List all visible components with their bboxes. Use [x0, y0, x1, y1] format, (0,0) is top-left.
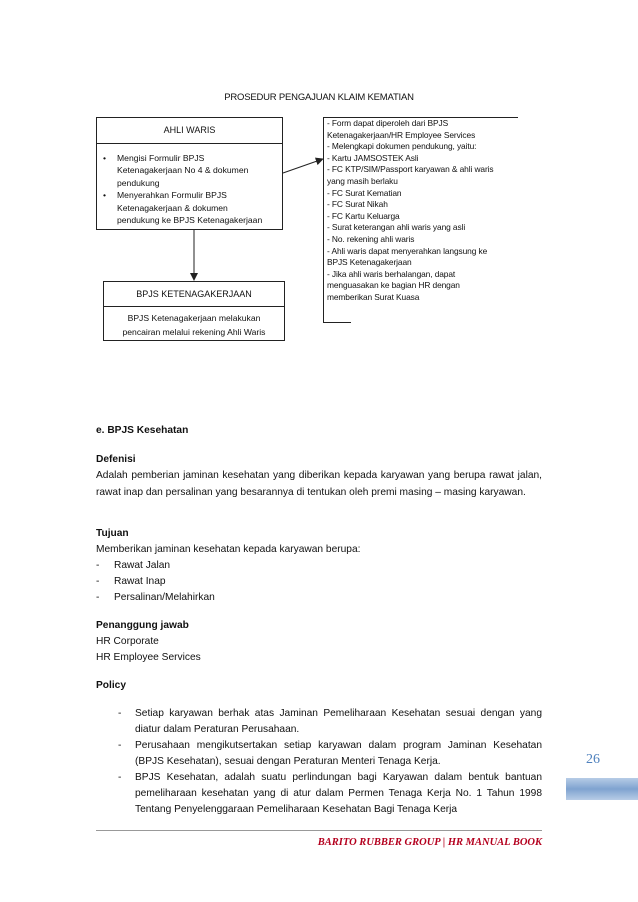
tujuan-label: Tujuan	[96, 528, 129, 539]
tujuan-item: - Persalinan/Melahirkan	[96, 592, 215, 603]
ahli-waris-bullet: • Mengisi Formulir BPJS Ketenagakerjaan No 4 & dokumen pendukung	[97, 152, 278, 189]
bpjs-header: BPJS KETENAGAKERJAAN	[104, 282, 284, 307]
pj-line: HR Employee Services	[96, 652, 201, 663]
document-line: - FC Surat Kematian	[327, 187, 402, 198]
page-number: 26	[586, 752, 600, 767]
tujuan-item: - Rawat Inap	[96, 576, 166, 587]
documents-box-underline	[323, 322, 351, 323]
document-line: - Kartu JAMSOSTEK Asli	[327, 152, 419, 163]
document-line: - Surat keterangan ahli waris yang asli	[327, 222, 466, 233]
ahli-waris-bullet: • Menyerahkan Formulir BPJS Ketenagakerjaan & dokumen pendukung ke BPJS Ketenagakerjaan	[97, 189, 278, 226]
document-line: - Form dapat diperoleh dari BPJS	[327, 118, 449, 128]
bpjs-ketenagakerjaan-box	[103, 281, 285, 341]
document-line: memberikan Surat Kuasa	[327, 291, 420, 302]
arrow-to-documents	[283, 160, 320, 173]
policy-label: Policy	[96, 680, 127, 691]
policy-item: - Perusahaan mengikutsertakan setiap karyawan dalam program Jaminan Kesehatan (BPJS Kesehatan), sesuai dengan Peraturan Menteri Tenaga Kerja.	[118, 740, 542, 767]
footer-divider	[96, 830, 542, 831]
page-tab-decoration	[566, 778, 638, 800]
document-line: - Jika ahli waris berhalangan, dapat	[327, 268, 456, 279]
policy-item: - BPJS Kesehatan, adalah suatu perlindungan bagi Karyawan dalam bentuk bantuan pemeliharaan kesehatan yang di atur dalam Permen Tenaga Kerja No. 1 Tahun 1998 Tentang Penyelenggaraan Pemeliharaan Kesehatan Bagi Tenaga Kerja	[118, 772, 542, 815]
footer-text: BARITO RUBBER GROUP | HR MANUAL BOOK	[317, 837, 542, 848]
diagram-title: PROSEDUR PENGAJUAN KLAIM KEMATIAN	[224, 92, 414, 103]
bpjs-body: BPJS Ketenagakerjaan melakukan pencairan melalui rekening Ahli Waris	[122, 313, 266, 337]
document-line: - FC Kartu Keluarga	[327, 210, 400, 221]
section-heading: e. BPJS Kesehatan	[96, 425, 189, 436]
pj-line: HR Corporate	[96, 636, 159, 647]
tujuan-text: Memberikan jaminan kesehatan kepada karyawan berupa:	[96, 544, 361, 555]
document-line: Ketenagakerjaan/HR Employee Services	[327, 129, 476, 140]
defenisi-text: Adalah pemberian jaminan kesehatan yang diberikan kepada karyawan yang berupa rawat jalan, rawat inap dan persalinan yang besarannya di tentukan oleh premi masing – masing karyawan.	[96, 470, 542, 498]
document-line: - FC Surat Nikah	[327, 199, 388, 210]
document-line: - Melengkapi dokumen pendukung, yaitu:	[327, 141, 477, 152]
document-line: - FC KTP/SIM/Passport karyawan & ahli waris	[327, 164, 494, 175]
defenisi-label: Defenisi	[96, 454, 136, 465]
ahli-waris-header: AHLI WARIS	[97, 118, 282, 144]
document-line: - Ahli waris dapat menyerahkan langsung ke	[327, 245, 488, 256]
documents-box	[323, 117, 518, 323]
penanggung-jawab-label: Penanggung jawab	[96, 620, 189, 631]
document-line: menguasakan ke bagian HR dengan	[327, 280, 460, 291]
policy-item: - Setiap karyawan berhak atas Jaminan Pemeliharaan Kesehatan sesuai dengan yang diatur dalam Peraturan Perusahaan.	[118, 708, 542, 735]
document-line: - No. rekening ahli waris	[327, 233, 415, 244]
tujuan-item: - Rawat Jalan	[96, 560, 171, 571]
document-line: BPJS Ketenagakerjaan	[327, 257, 412, 268]
document-line: yang masih berlaku	[327, 175, 398, 186]
